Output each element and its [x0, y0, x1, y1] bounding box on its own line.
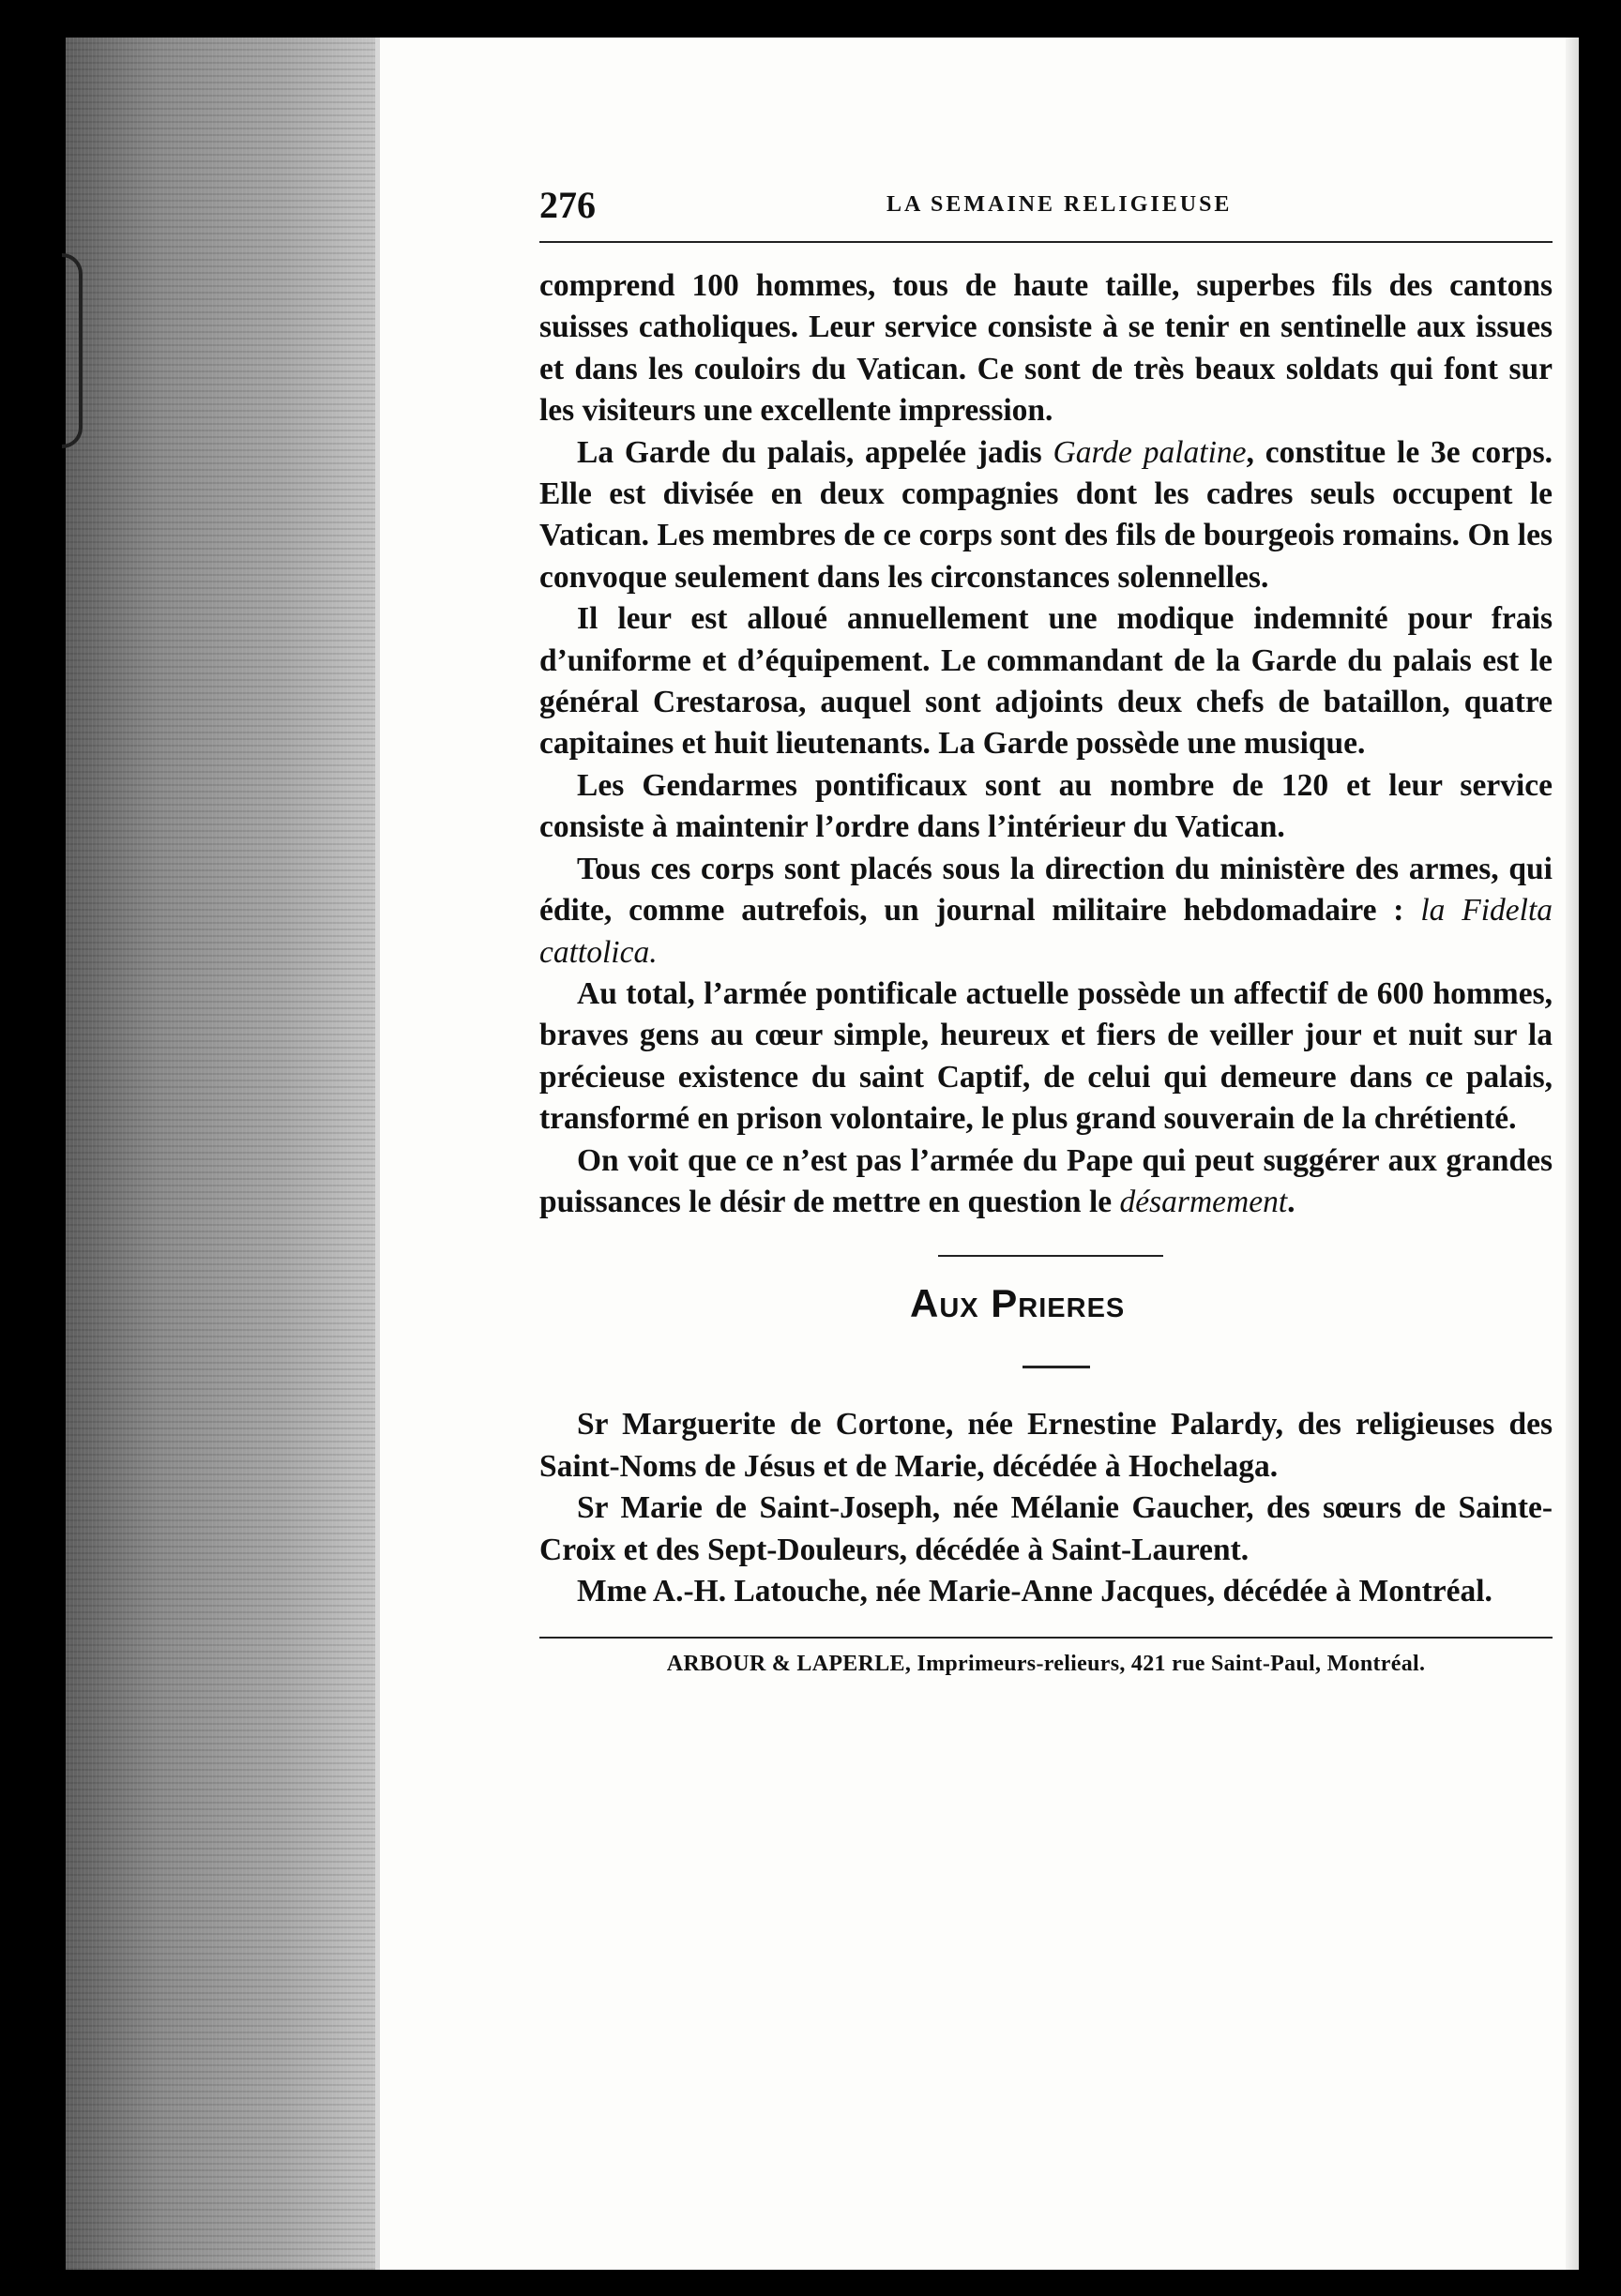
- paragraph-text: Les Gendarmes pontificaux sont au nombre de 120 et leur service consiste à maintenir l’ordre dans l’intérieur du Vatican.: [539, 767, 1553, 845]
- section-title: Aux Prieres: [910, 1281, 1126, 1326]
- obituary-list: [539, 1404, 1553, 1612]
- paragraph: [539, 765, 1553, 849]
- header-rule: [539, 241, 1553, 243]
- page-header: [539, 183, 1553, 249]
- paragraph-text: Au total, l’armée pontificale actuelle possède un affectif de 600 hommes, braves gens au cœur simple, heureux et fiers de veiller jour et nuit sur la précieuse existence du saint Captif, de celui qui demeure dans ce palais, transformé en prison volontaire, le plus grand souverain de la chrétienté.: [539, 975, 1553, 1137]
- paragraph-text: Tous ces corps sont placés sous la direction du ministère des armes, qui édite, comme autrefois, un journal militaire hebdomadaire :: [539, 851, 1553, 929]
- paragraph-text: Il leur est alloué annuellement une modique indemnité pour frais d’uniforme et d’équipement. Le commandant de la Garde du palais est le général Crestarosa, auquel sont adjoints deux chefs de bataillon, quatre capitaines et huit lieutenants. La Garde possède une musique.: [539, 601, 1553, 762]
- italic-term: Garde palatine: [1053, 434, 1247, 470]
- paragraph: [539, 849, 1553, 974]
- obituary-entry: Mme A.-H. Latouche, née Marie-Anne Jacques, décédée à Montréal.: [577, 1573, 1492, 1609]
- page-number: 276: [539, 184, 596, 226]
- paragraph-text: .: [1287, 1184, 1295, 1219]
- page-right-edge: [1566, 38, 1579, 2270]
- printer-imprint: ARBOUR & LAPERLE, Imprimeurs-relieurs, 421 rue Saint-Paul, Montréal.: [666, 1652, 1426, 1677]
- page-content: [539, 183, 1553, 1677]
- section-separator: [938, 1255, 1163, 1257]
- book-page-edges: [66, 38, 375, 2270]
- paragraph-text: comprend 100 hommes, tous de haute taille, superbes fils des cantons suisses catholiques. Leur service consiste à se tenir en sentinelle aux issues et dans les couloirs du Vatican. Ce sont de très beaux soldats qui font sur les visiteurs une excellente impression.: [539, 268, 1553, 429]
- italic-term: désarmement: [1119, 1184, 1288, 1219]
- paragraph: [539, 1140, 1553, 1224]
- obituary-entry: Sr Marie de Saint-Joseph, née Mélanie Gaucher, des sœurs de Sainte-Croix et des Sept-Douleurs, décédée à Saint-Laurent.: [539, 1490, 1553, 1567]
- article-body: [539, 265, 1553, 1223]
- italic-term: la Fidelta cattolica.: [539, 893, 1553, 970]
- paragraph-text: On voit que ce n’est pas l’armée du Pape qui peut suggérer aux grandes puissances le désir de mettre en question le: [539, 1142, 1553, 1219]
- binding-curl: [62, 253, 83, 448]
- footer-rule: [539, 1637, 1553, 1639]
- paragraph: [539, 598, 1553, 765]
- paragraph: [539, 265, 1553, 432]
- paragraph: [539, 974, 1553, 1140]
- paragraph-text: La Garde du palais, appelée jadis: [577, 434, 1042, 470]
- paragraph-text: , constitue le 3e corps. Elle est divisée en deux compagnies dont les cadres seuls occupent le Vatican. Les membres de ce corps sont des fils de bourgeois romains. On les convoque seulement dans les circonstances solennelles.: [539, 434, 1553, 595]
- paragraph: [539, 432, 1553, 599]
- running-head: LA SEMAINE RELIGIEUSE: [886, 192, 1233, 217]
- obituary-entry: Sr Marguerite de Cortone, née Ernestine Palardy, des religieuses des Saint-Noms de Jésus et de Marie, décédée à Hochelaga.: [539, 1407, 1553, 1484]
- book-page: [380, 38, 1579, 2270]
- title-underline: [1023, 1366, 1090, 1368]
